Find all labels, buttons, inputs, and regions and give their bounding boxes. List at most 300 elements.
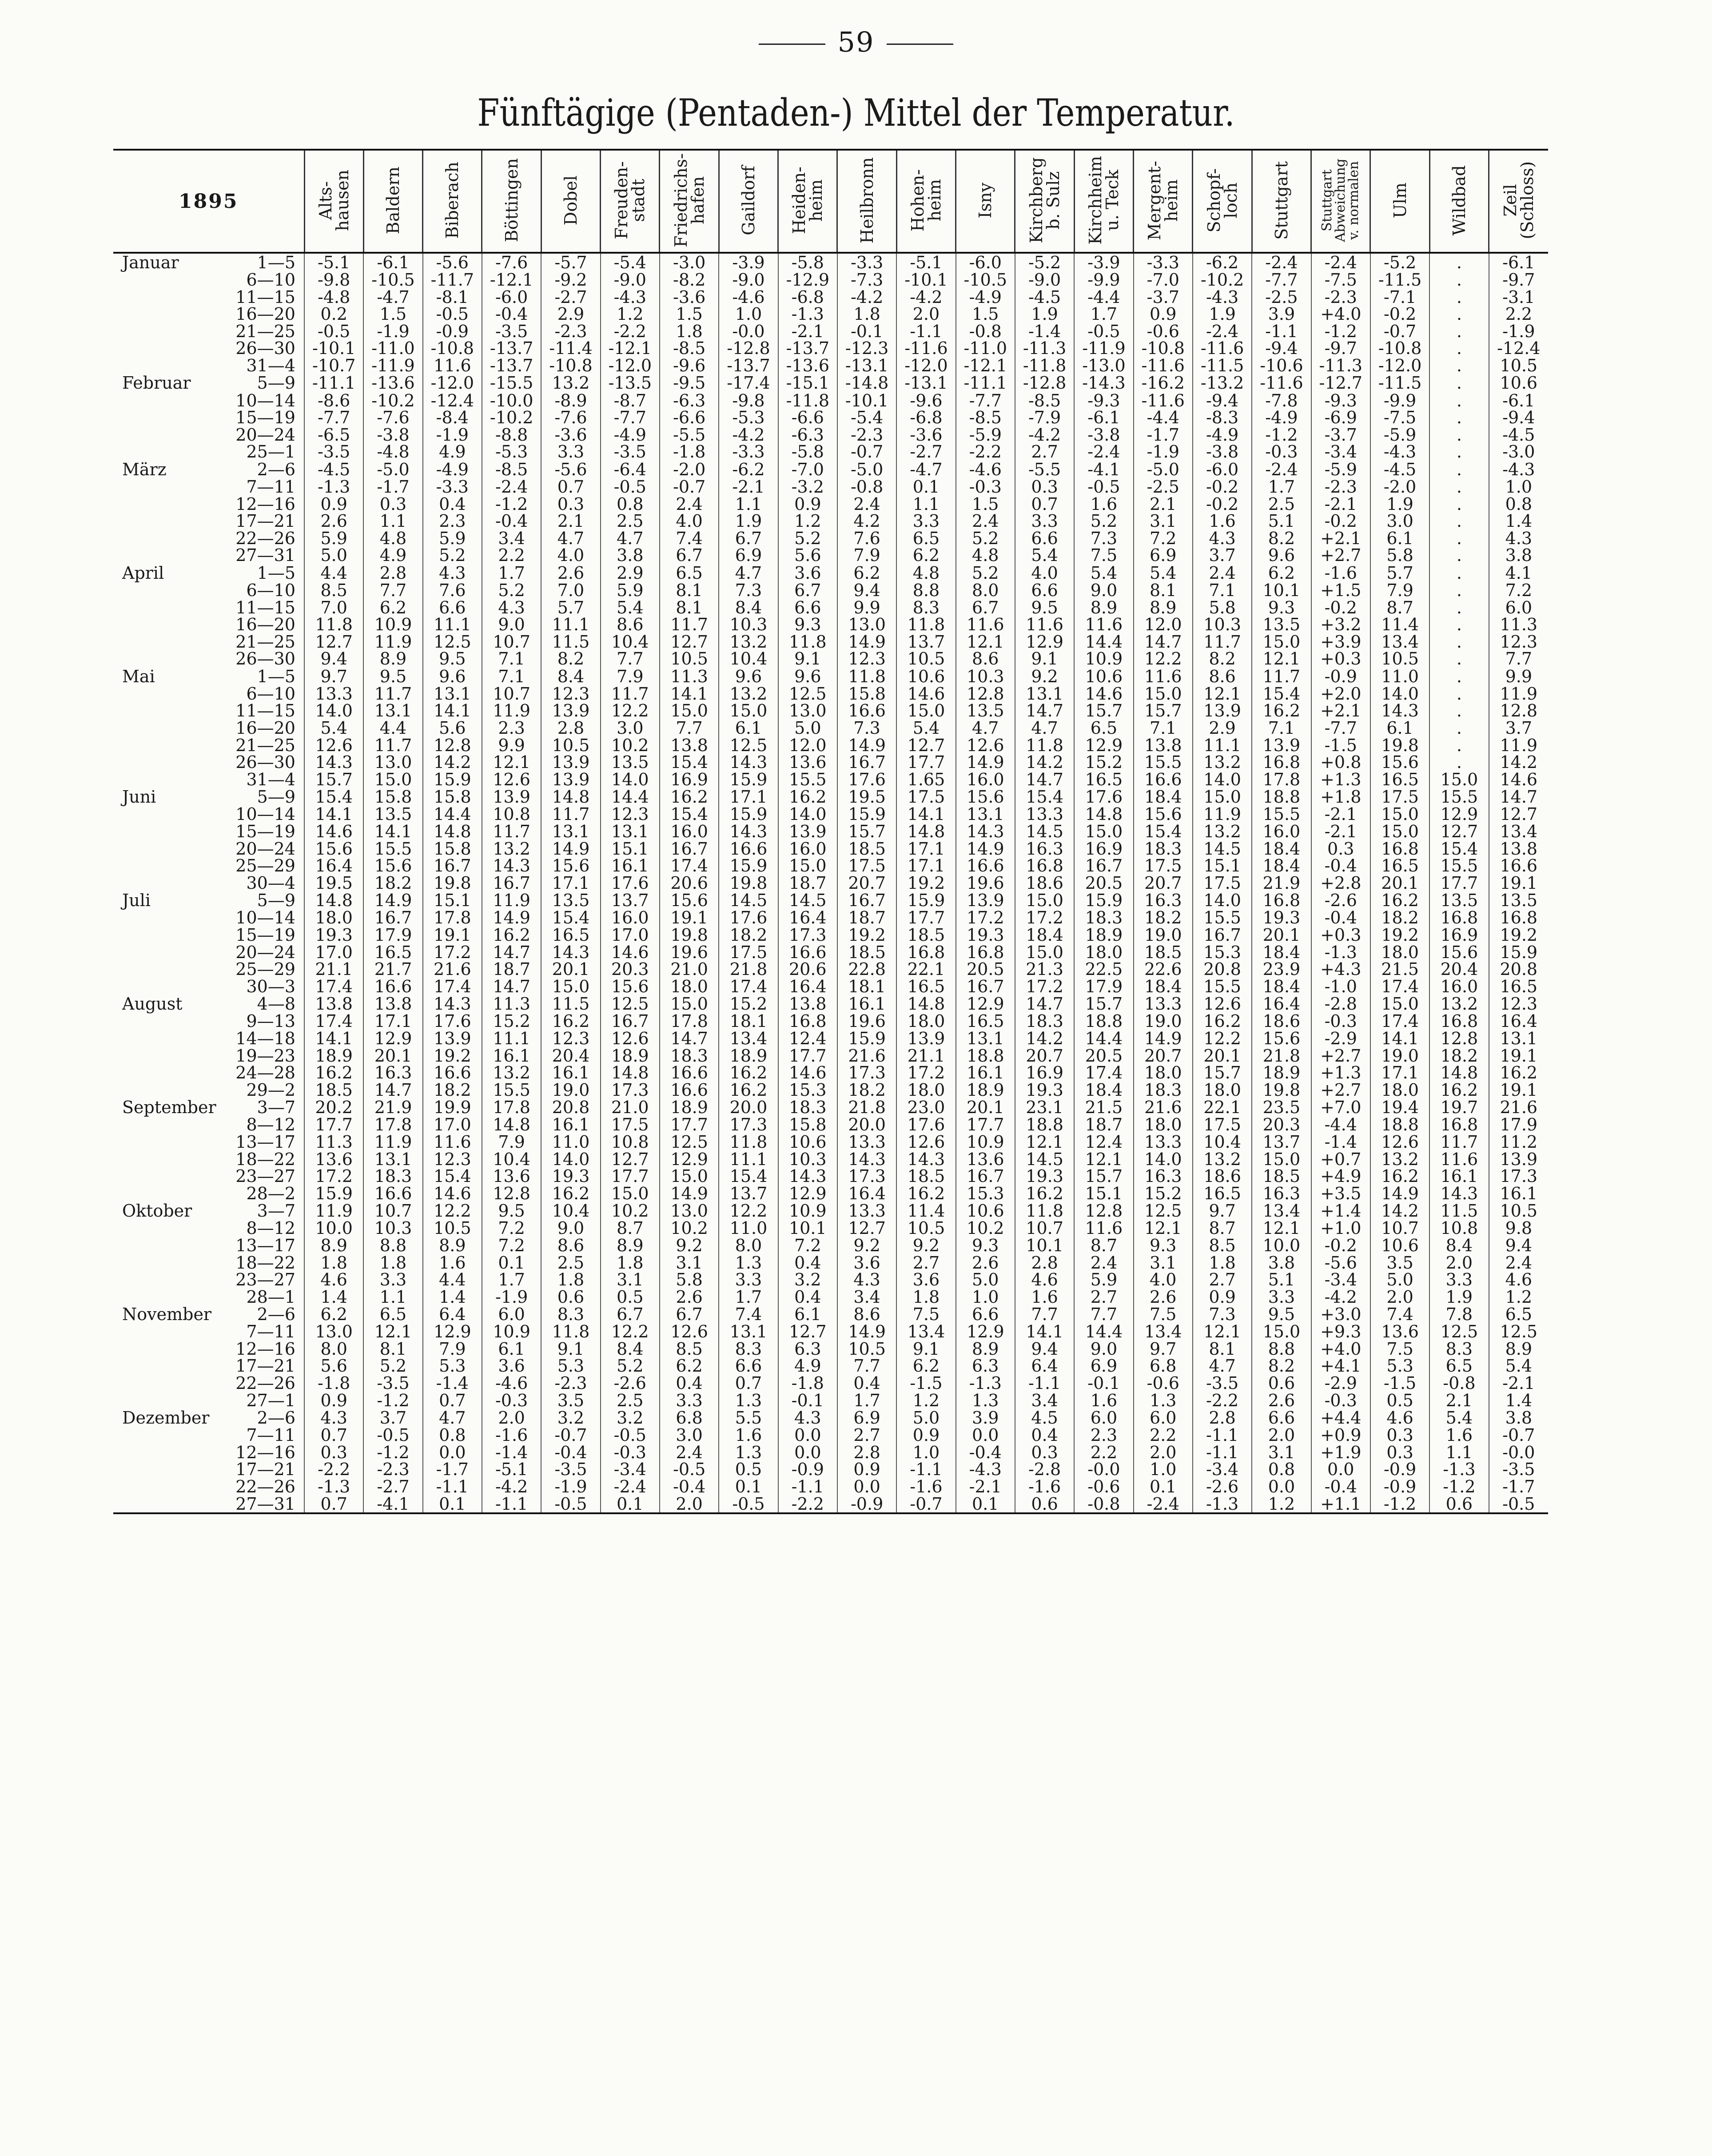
station-header bbox=[1429, 150, 1489, 253]
temperature-cell: 17.0 bbox=[601, 927, 660, 944]
row-label bbox=[113, 857, 304, 875]
temperature-cell: 2.4 bbox=[660, 496, 719, 513]
temperature-cell: 5.2 bbox=[482, 582, 541, 599]
temperature-cell: 6.6 bbox=[719, 1357, 778, 1375]
temperature-cell: 17.2 bbox=[1015, 978, 1074, 995]
temperature-cell: 9.3 bbox=[956, 1237, 1015, 1254]
temperature-cell: 17.9 bbox=[1074, 978, 1133, 995]
temperature-cell: -7.7 bbox=[1311, 720, 1370, 737]
temperature-cell: 18.6 bbox=[1252, 1013, 1311, 1030]
temperature-cell: -6.1 bbox=[1074, 409, 1133, 426]
table-row bbox=[113, 271, 1548, 289]
temperature-cell: 18.9 bbox=[304, 1047, 363, 1065]
temperature-cell: 13.9 bbox=[541, 702, 600, 720]
temperature-cell: 1.4 bbox=[423, 1289, 482, 1306]
temperature-cell: 17.4 bbox=[1370, 1013, 1429, 1030]
temperature-cell: -6.1 bbox=[1489, 392, 1548, 410]
station-header-label: Hohen- heim bbox=[908, 169, 944, 232]
temperature-cell: 13.4 bbox=[896, 1323, 956, 1341]
temperature-cell: 2.6 bbox=[541, 564, 600, 582]
temperature-cell: 14.2 bbox=[423, 754, 482, 771]
temperature-cell: 3.1 bbox=[1134, 1254, 1193, 1272]
temperature-cell: 4.7 bbox=[541, 530, 600, 547]
temperature-cell: 15.8 bbox=[363, 788, 422, 806]
pentad-range: 10—14 bbox=[235, 908, 295, 928]
temperature-cell: 12.6 bbox=[1193, 995, 1252, 1013]
temperature-cell: 11.6 bbox=[423, 1134, 482, 1151]
temperature-cell: 18.4 bbox=[1015, 927, 1074, 944]
temperature-cell: -6.3 bbox=[778, 426, 837, 444]
temperature-cell: -2.1 bbox=[1311, 823, 1370, 840]
temperature-cell: -2.1 bbox=[1311, 496, 1370, 513]
temperature-cell: 1.7 bbox=[837, 1392, 896, 1409]
temperature-cell: 11.6 bbox=[1134, 668, 1193, 685]
table-row bbox=[113, 513, 1548, 530]
temperature-cell: 1.7 bbox=[482, 1271, 541, 1289]
temperature-cell: 14.9 bbox=[1134, 1030, 1193, 1047]
temperature-cell: 14.3 bbox=[719, 823, 778, 840]
temperature-cell: -3.5 bbox=[482, 323, 541, 340]
temperature-cell: -2.2 bbox=[1193, 1392, 1252, 1409]
temperature-cell: 13.0 bbox=[304, 1323, 363, 1341]
temperature-cell: 14.3 bbox=[423, 995, 482, 1013]
temperature-cell: 14.4 bbox=[1074, 1323, 1133, 1341]
temperature-cell: 7.0 bbox=[304, 599, 363, 617]
temperature-cell: 3.3 bbox=[1252, 1289, 1311, 1306]
row-label bbox=[113, 1305, 304, 1323]
temperature-cell: 15.9 bbox=[304, 1185, 363, 1202]
temperature-cell: 13.0 bbox=[363, 754, 422, 771]
table-row bbox=[113, 306, 1548, 323]
row-label bbox=[113, 1202, 304, 1220]
temperature-cell: 12.3 bbox=[601, 806, 660, 823]
temperature-cell: 17.3 bbox=[1489, 1168, 1548, 1185]
temperature-cell: 17.4 bbox=[304, 978, 363, 995]
temperature-cell: 11.7 bbox=[1429, 1134, 1489, 1151]
temperature-cell: -12.1 bbox=[482, 271, 541, 289]
temperature-cell: 14.3 bbox=[541, 944, 600, 961]
station-header bbox=[1489, 150, 1548, 253]
temperature-cell: 0.5 bbox=[1370, 1392, 1429, 1409]
temperature-cell: 0.0 bbox=[778, 1427, 837, 1444]
temperature-cell: . bbox=[1429, 685, 1489, 703]
temperature-cell: 16.6 bbox=[363, 1185, 422, 1202]
temperature-cell: -10.7 bbox=[304, 357, 363, 374]
station-header-label: Dobel bbox=[561, 175, 581, 226]
temperature-cell: -2.2 bbox=[304, 1461, 363, 1478]
temperature-cell: 6.4 bbox=[1015, 1357, 1074, 1375]
temperature-cell: -1.9 bbox=[541, 1478, 600, 1496]
temperature-cell: +2.1 bbox=[1311, 530, 1370, 547]
temperature-cell: 19.8 bbox=[423, 875, 482, 892]
station-header-label: Stuttgart Abweichung v. normalen bbox=[1319, 159, 1362, 242]
temperature-cell: 22.8 bbox=[837, 961, 896, 978]
temperature-cell: -11.1 bbox=[956, 374, 1015, 392]
temperature-cell: 19.1 bbox=[1489, 875, 1548, 892]
station-header-label: Heiden- heim bbox=[789, 167, 826, 234]
temperature-cell: 6.0 bbox=[1134, 1409, 1193, 1427]
temperature-cell: 7.6 bbox=[423, 582, 482, 599]
temperature-cell: -4.8 bbox=[304, 289, 363, 306]
row-label bbox=[113, 271, 304, 289]
temperature-cell: -1.2 bbox=[1370, 1496, 1429, 1514]
temperature-cell: -2.8 bbox=[1311, 995, 1370, 1013]
station-header-label: Wildbad bbox=[1449, 165, 1469, 236]
temperature-cell: -9.8 bbox=[304, 271, 363, 289]
temperature-cell: 15.4 bbox=[1252, 685, 1311, 703]
temperature-cell: 17.2 bbox=[1015, 909, 1074, 927]
temperature-cell: 11.3 bbox=[660, 668, 719, 685]
station-header-label: Kirchberg b. Sulz bbox=[1026, 157, 1063, 243]
temperature-cell: -2.4 bbox=[1193, 323, 1252, 340]
temperature-cell: 2.3 bbox=[423, 513, 482, 530]
temperature-cell: . bbox=[1429, 461, 1489, 478]
pentad-range: 28—2 bbox=[246, 1183, 295, 1203]
temperature-cell: 9.4 bbox=[1489, 1237, 1548, 1254]
temperature-cell: 17.3 bbox=[837, 1064, 896, 1082]
temperature-cell: 4.6 bbox=[1015, 1271, 1074, 1289]
temperature-cell: 16.2 bbox=[304, 1064, 363, 1082]
temperature-cell: 2.5 bbox=[601, 1392, 660, 1409]
temperature-cell: -2.4 bbox=[1074, 443, 1133, 461]
temperature-cell: 19.8 bbox=[719, 875, 778, 892]
row-label bbox=[113, 478, 304, 496]
temperature-cell: 10.8 bbox=[482, 806, 541, 823]
temperature-cell: 16.4 bbox=[778, 978, 837, 995]
temperature-cell: -4.3 bbox=[1489, 461, 1548, 478]
station-header-label: Isny bbox=[975, 182, 995, 219]
temperature-cell: 13.9 bbox=[896, 1030, 956, 1047]
temperature-cell: 14.6 bbox=[778, 1064, 837, 1082]
temperature-cell: 19.2 bbox=[837, 927, 896, 944]
temperature-cell: -11.8 bbox=[778, 392, 837, 410]
temperature-cell: 4.9 bbox=[423, 443, 482, 461]
temperature-cell: -3.4 bbox=[1193, 1461, 1252, 1478]
temperature-cell: -3.3 bbox=[1134, 253, 1193, 271]
temperature-cell: 20.5 bbox=[1074, 875, 1133, 892]
temperature-cell: 11.6 bbox=[423, 357, 482, 374]
temperature-cell: -6.6 bbox=[778, 409, 837, 426]
temperature-cell: -11.9 bbox=[363, 357, 422, 374]
temperature-cell: 4.6 bbox=[304, 1271, 363, 1289]
temperature-cell: . bbox=[1429, 443, 1489, 461]
temperature-cell: 1.0 bbox=[719, 306, 778, 323]
temperature-cell: +2.1 bbox=[1311, 702, 1370, 720]
temperature-cell: 15.0 bbox=[778, 857, 837, 875]
temperature-cell: 18.7 bbox=[837, 909, 896, 927]
temperature-cell: 6.5 bbox=[660, 564, 719, 582]
temperature-cell: 5.2 bbox=[778, 530, 837, 547]
temperature-cell: -8.1 bbox=[423, 289, 482, 306]
temperature-cell: 13.8 bbox=[363, 995, 422, 1013]
temperature-cell: 8.1 bbox=[660, 599, 719, 617]
pentad-range: 25—1 bbox=[246, 442, 295, 462]
temperature-cell: -10.1 bbox=[896, 271, 956, 289]
temperature-cell: 17.1 bbox=[719, 788, 778, 806]
temperature-cell: 19.0 bbox=[1134, 1013, 1193, 1030]
table-row bbox=[113, 961, 1548, 978]
temperature-cell: 12.2 bbox=[601, 702, 660, 720]
temperature-cell: 20.5 bbox=[1074, 1047, 1133, 1065]
temperature-cell: 15.3 bbox=[956, 1185, 1015, 1202]
pentad-range: 27—31 bbox=[235, 545, 295, 565]
station-header bbox=[423, 150, 482, 253]
temperature-cell: 18.9 bbox=[1074, 927, 1133, 944]
temperature-cell: -5.8 bbox=[778, 253, 837, 271]
temperature-cell: 12.7 bbox=[778, 1323, 837, 1341]
temperature-cell: -9.3 bbox=[1311, 392, 1370, 410]
row-label bbox=[113, 909, 304, 927]
temperature-cell: 12.6 bbox=[304, 737, 363, 754]
temperature-cell: 12.8 bbox=[956, 685, 1015, 703]
temperature-cell: . bbox=[1429, 392, 1489, 410]
temperature-cell: -8.4 bbox=[423, 409, 482, 426]
table-row bbox=[113, 720, 1548, 737]
temperature-cell: 16.8 bbox=[956, 944, 1015, 961]
temperature-cell: 17.4 bbox=[1074, 1064, 1133, 1082]
temperature-cell: 1.2 bbox=[1489, 1289, 1548, 1306]
table-row bbox=[113, 496, 1548, 513]
pentad-range: 30—3 bbox=[246, 976, 295, 996]
temperature-cell: 16.5 bbox=[541, 927, 600, 944]
temperature-cell: 22.6 bbox=[1134, 961, 1193, 978]
temperature-cell: -0.2 bbox=[1311, 513, 1370, 530]
temperature-cell: -6.8 bbox=[778, 289, 837, 306]
pentad-range: 7—11 bbox=[246, 1322, 295, 1342]
temperature-cell: 1.1 bbox=[1429, 1444, 1489, 1461]
temperature-cell: 21.0 bbox=[660, 961, 719, 978]
temperature-cell: 14.0 bbox=[1193, 891, 1252, 909]
temperature-cell: 5.8 bbox=[1370, 547, 1429, 564]
pentad-range: 26—30 bbox=[235, 649, 295, 669]
temperature-cell: 13.7 bbox=[601, 891, 660, 909]
temperature-cell: 5.6 bbox=[778, 547, 837, 564]
temperature-cell: 10.6 bbox=[896, 668, 956, 685]
temperature-cell: 8.2 bbox=[1252, 1357, 1311, 1375]
temperature-cell: -4.4 bbox=[1311, 1116, 1370, 1134]
temperature-cell: 14.8 bbox=[304, 891, 363, 909]
temperature-cell: 16.6 bbox=[363, 978, 422, 995]
temperature-cell: 13.5 bbox=[1252, 616, 1311, 633]
temperature-cell: -0.2 bbox=[1370, 306, 1429, 323]
temperature-cell: -3.9 bbox=[719, 253, 778, 271]
temperature-cell: 18.0 bbox=[1074, 944, 1133, 961]
temperature-cell: 7.1 bbox=[1193, 582, 1252, 599]
temperature-cell: 13.3 bbox=[1134, 995, 1193, 1013]
temperature-cell: 18.2 bbox=[1429, 1047, 1489, 1065]
temperature-cell: -1.2 bbox=[363, 1444, 422, 1461]
temperature-cell: +2.8 bbox=[1311, 875, 1370, 892]
page-number-text: 59 bbox=[837, 26, 875, 58]
temperature-cell: 7.2 bbox=[1489, 582, 1548, 599]
temperature-cell: 14.6 bbox=[1074, 685, 1133, 703]
temperature-cell: 12.9 bbox=[1429, 806, 1489, 823]
temperature-cell: 1.6 bbox=[719, 1427, 778, 1444]
temperature-cell: 17.6 bbox=[1074, 788, 1133, 806]
temperature-cell: 12.6 bbox=[660, 1323, 719, 1341]
temperature-cell: -2.8 bbox=[1015, 1461, 1074, 1478]
temperature-cell: 15.3 bbox=[1193, 944, 1252, 961]
temperature-cell: 3.4 bbox=[837, 1289, 896, 1306]
temperature-cell: 11.1 bbox=[1193, 737, 1252, 754]
temperature-cell: -0.4 bbox=[956, 1444, 1015, 1461]
temperature-cell: -1.7 bbox=[423, 1461, 482, 1478]
table-row bbox=[113, 927, 1548, 944]
temperature-cell: 17.1 bbox=[896, 840, 956, 858]
temperature-cell: 12.6 bbox=[482, 771, 541, 788]
temperature-cell: -15.5 bbox=[482, 374, 541, 392]
temperature-cell: 18.0 bbox=[896, 1082, 956, 1099]
temperature-cell: 14.3 bbox=[719, 754, 778, 771]
temperature-cell: 6.4 bbox=[423, 1305, 482, 1323]
temperature-cell: 1.6 bbox=[1074, 1392, 1133, 1409]
temperature-cell: 0.5 bbox=[601, 1289, 660, 1306]
temperature-cell: 0.9 bbox=[304, 496, 363, 513]
temperature-cell: 14.9 bbox=[660, 1185, 719, 1202]
temperature-cell: 0.4 bbox=[423, 496, 482, 513]
temperature-cell: -4.4 bbox=[1134, 409, 1193, 426]
temperature-cell: +3.9 bbox=[1311, 633, 1370, 651]
temperature-cell: 11.7 bbox=[1193, 633, 1252, 651]
temperature-cell: -10.0 bbox=[482, 392, 541, 410]
temperature-cell: . bbox=[1429, 737, 1489, 754]
temperature-cell: 12.5 bbox=[601, 995, 660, 1013]
temperature-cell: 19.5 bbox=[304, 875, 363, 892]
temperature-cell: 7.1 bbox=[1134, 720, 1193, 737]
temperature-cell: 11.9 bbox=[1489, 685, 1548, 703]
row-label bbox=[113, 564, 304, 582]
temperature-cell: 16.2 bbox=[482, 927, 541, 944]
temperature-cell: -4.5 bbox=[304, 461, 363, 478]
month-label: Februar bbox=[122, 373, 191, 393]
temperature-cell: 11.8 bbox=[719, 1134, 778, 1151]
temperature-cell: -3.8 bbox=[363, 426, 422, 444]
temperature-cell: 2.8 bbox=[1015, 1254, 1074, 1272]
station-header bbox=[541, 150, 600, 253]
temperature-cell: 16.8 bbox=[1252, 754, 1311, 771]
station-header bbox=[837, 150, 896, 253]
pentad-range: 11—15 bbox=[235, 597, 295, 617]
temperature-cell: 3.3 bbox=[896, 513, 956, 530]
temperature-cell: -0.2 bbox=[1311, 599, 1370, 617]
temperature-cell: 10.5 bbox=[837, 1341, 896, 1358]
temperature-cell: -6.0 bbox=[1193, 461, 1252, 478]
temperature-cell: 13.2 bbox=[1193, 1151, 1252, 1168]
temperature-cell: 15.5 bbox=[1134, 754, 1193, 771]
temperature-cell: 4.2 bbox=[837, 513, 896, 530]
temperature-cell: 20.7 bbox=[837, 875, 896, 892]
temperature-cell: -3.0 bbox=[1489, 443, 1548, 461]
temperature-cell: 3.3 bbox=[541, 443, 600, 461]
temperature-cell: 17.4 bbox=[423, 978, 482, 995]
row-label bbox=[113, 1392, 304, 1409]
temperature-cell: 11.1 bbox=[719, 1151, 778, 1168]
temperature-cell: 12.7 bbox=[1429, 823, 1489, 840]
temperature-cell: 5.2 bbox=[423, 547, 482, 564]
temperature-cell: 13.1 bbox=[719, 1323, 778, 1341]
temperature-cell: 13.7 bbox=[896, 633, 956, 651]
temperature-cell: -1.2 bbox=[1311, 323, 1370, 340]
temperature-cell: 13.6 bbox=[956, 1151, 1015, 1168]
table-row bbox=[113, 1134, 1548, 1151]
temperature-cell: 15.6 bbox=[363, 857, 422, 875]
temperature-cell: -5.6 bbox=[541, 461, 600, 478]
temperature-cell: 9.1 bbox=[1015, 650, 1074, 668]
temperature-cell: 6.2 bbox=[1252, 564, 1311, 582]
temperature-cell: 15.8 bbox=[423, 788, 482, 806]
temperature-cell: 12.9 bbox=[956, 995, 1015, 1013]
pentad-range: 27—1 bbox=[246, 1390, 295, 1410]
temperature-cell: -12.8 bbox=[1015, 374, 1074, 392]
temperature-cell: 6.1 bbox=[778, 1305, 837, 1323]
temperature-cell: 13.9 bbox=[956, 891, 1015, 909]
temperature-cell: 5.2 bbox=[601, 1357, 660, 1375]
temperature-cell: 13.6 bbox=[1370, 1323, 1429, 1341]
temperature-cell: 1.3 bbox=[956, 1392, 1015, 1409]
temperature-cell: 4.4 bbox=[304, 564, 363, 582]
temperature-cell: -0.4 bbox=[482, 513, 541, 530]
temperature-cell: -4.2 bbox=[482, 1478, 541, 1496]
year-header: 1895 bbox=[113, 150, 304, 253]
temperature-cell: 18.3 bbox=[778, 1098, 837, 1116]
temperature-cell: 8.7 bbox=[1074, 1237, 1133, 1254]
temperature-cell: -5.1 bbox=[896, 253, 956, 271]
temperature-cell: 18.7 bbox=[778, 875, 837, 892]
temperature-cell: 12.9 bbox=[423, 1323, 482, 1341]
temperature-cell: 0.1 bbox=[1134, 1478, 1193, 1496]
temperature-cell: +4.3 bbox=[1311, 961, 1370, 978]
temperature-cell: 13.9 bbox=[1252, 737, 1311, 754]
temperature-cell: -2.3 bbox=[1311, 478, 1370, 496]
temperature-cell: 16.7 bbox=[956, 1168, 1015, 1185]
row-label bbox=[113, 1341, 304, 1358]
row-label bbox=[113, 461, 304, 478]
month-label: September bbox=[122, 1098, 216, 1118]
temperature-cell: 11.4 bbox=[1370, 616, 1429, 633]
temperature-cell: 18.3 bbox=[363, 1168, 422, 1185]
temperature-cell: 16.7 bbox=[363, 909, 422, 927]
pentad-range: 8—12 bbox=[246, 1218, 295, 1238]
temperature-cell: 3.6 bbox=[482, 1357, 541, 1375]
temperature-cell: 11.3 bbox=[482, 995, 541, 1013]
temperature-cell: 16.5 bbox=[1370, 857, 1429, 875]
temperature-cell: 17.4 bbox=[660, 857, 719, 875]
row-label bbox=[113, 633, 304, 651]
temperature-cell: -13.2 bbox=[1193, 374, 1252, 392]
temperature-cell: -2.3 bbox=[363, 1461, 422, 1478]
temperature-cell: 15.5 bbox=[482, 1082, 541, 1099]
station-header bbox=[778, 150, 837, 253]
pentad-range: 26—30 bbox=[235, 338, 295, 358]
temperature-cell: 19.6 bbox=[837, 1013, 896, 1030]
page-number-dash-right bbox=[887, 44, 953, 45]
temperature-cell: 13.2 bbox=[541, 374, 600, 392]
temperature-cell: 14.0 bbox=[541, 1151, 600, 1168]
temperature-cell: 14.0 bbox=[601, 771, 660, 788]
temperature-cell: 13.4 bbox=[719, 1030, 778, 1047]
temperature-cell: 6.6 bbox=[1015, 530, 1074, 547]
station-header-label: Freuden- stadt bbox=[612, 161, 649, 239]
temperature-cell: 15.3 bbox=[778, 1082, 837, 1099]
temperature-cell: -8.7 bbox=[601, 392, 660, 410]
temperature-cell: 6.8 bbox=[660, 1409, 719, 1427]
temperature-cell: 14.1 bbox=[896, 806, 956, 823]
temperature-cell: 1.3 bbox=[719, 1392, 778, 1409]
temperature-cell: 0.2 bbox=[304, 306, 363, 323]
temperature-cell: 10.8 bbox=[1429, 1220, 1489, 1237]
temperature-cell: 6.1 bbox=[1370, 720, 1429, 737]
temperature-cell: -6.0 bbox=[956, 253, 1015, 271]
